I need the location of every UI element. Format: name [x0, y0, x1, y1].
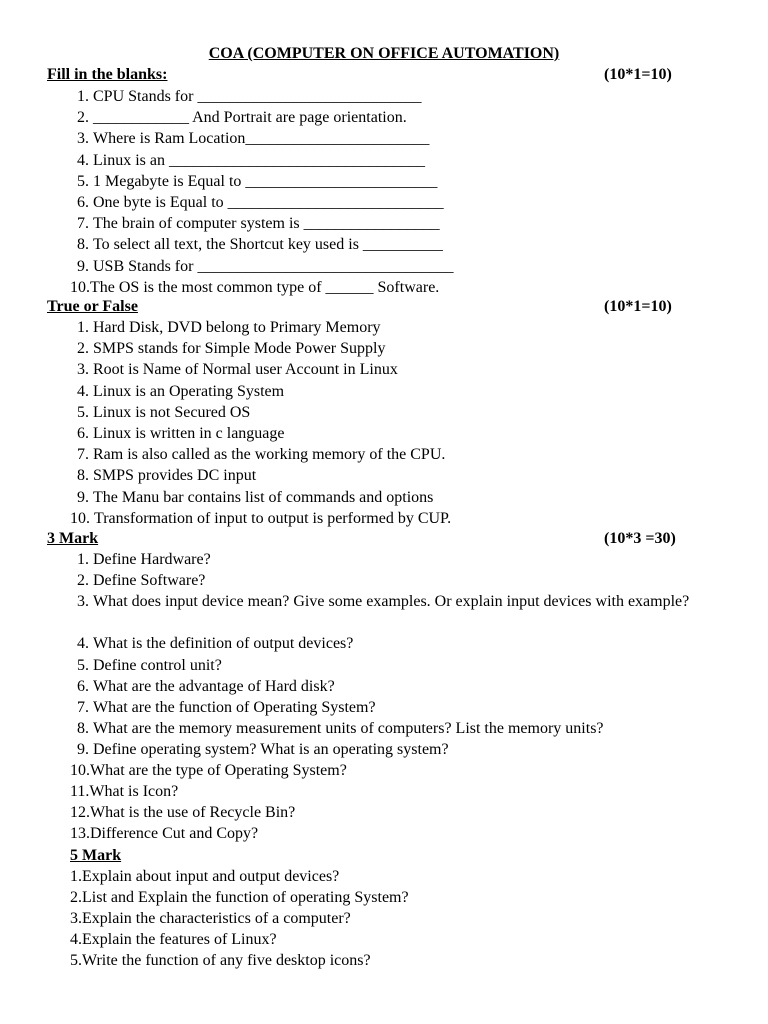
section-fill-blanks-marks: (10*1=10)	[604, 66, 672, 83]
true-false-item-number: 2.	[77, 340, 89, 358]
three-mark-item-number: 3.	[77, 593, 89, 611]
section-5-mark-title: 5 Mark	[70, 847, 122, 864]
fill-blank-item-text: The OS is the most common type of ______ Software.	[90, 278, 440, 296]
three-mark-item-text: What does input device mean? Give some examples. Or explain input devices with example?	[93, 593, 690, 611]
true-false-item-number: 7.	[77, 446, 89, 464]
three-mark-item-number: 9.	[77, 740, 89, 758]
five-mark-item: 2.List and Explain the function of operating System?	[70, 889, 409, 907]
three-mark-item-text: What are the function of Operating System?	[93, 698, 376, 716]
section-true-false-marks: (10*1=10)	[604, 298, 672, 315]
three-mark-item-text: What is the use of Recycle Bin?	[90, 804, 296, 822]
three-mark-item-number: 6.	[77, 677, 89, 695]
five-mark-item: 4.Explain the features of Linux?	[70, 931, 277, 949]
true-false-item-number: 6.	[77, 425, 89, 442]
true-false-item-number: 9.	[77, 488, 89, 506]
section-fill-blanks-title: Fill in the blanks:	[47, 66, 168, 83]
fill-blank-item-text: The brain of computer system is _________________	[93, 215, 440, 233]
three-mark-item-text: Define Software?	[93, 572, 206, 590]
fill-blank-item-text: CPU Stands for ____________________________	[93, 88, 422, 105]
section-3-mark-title: 3 Mark	[47, 530, 99, 547]
fill-blank-item-number: 9.	[77, 257, 89, 275]
true-false-item-text: Linux is not Secured OS	[93, 403, 251, 421]
true-false-item-text: SMPS stands for Simple Mode Power Supply	[93, 340, 386, 358]
true-false-item-text: Linux is an Operating System	[93, 382, 285, 400]
true-false-item-text: Ram is also called as the working memory of the CPU.	[93, 446, 446, 464]
three-mark-item-text: Define control unit?	[93, 656, 222, 674]
five-mark-item: 5.Write the function of any five desktop icons?	[70, 952, 371, 970]
five-mark-item: 1.Explain about input and output devices?	[70, 868, 340, 885]
section-fill-blanks-header	[47, 64, 687, 85]
fill-blank-item-number: 2.	[77, 109, 89, 127]
three-mark-item-number: 8.	[77, 719, 89, 737]
fill-blank-item-text: Where is Ram Location_______________________	[93, 130, 430, 148]
true-false-item-number: 1.	[77, 319, 89, 336]
paper-title: COA (COMPUTER ON OFFICE AUTOMATION)	[208, 45, 560, 62]
three-mark-item-text: Define Hardware?	[93, 551, 211, 568]
true-false-item-text: SMPS provides DC input	[93, 467, 257, 485]
fill-blank-item-text: Linux is an ________________________________	[93, 151, 425, 169]
fill-blank-item-text: 1 Megabyte is Equal to ________________________	[93, 172, 438, 190]
true-false-item-text: The Manu bar contains list of commands and options	[93, 488, 434, 506]
three-mark-item-text: What are the type of Operating System?	[90, 762, 347, 779]
three-mark-item-number: 1.	[77, 551, 89, 568]
three-mark-item-number: 2.	[77, 572, 89, 590]
three-mark-item-number: 5.	[77, 656, 89, 674]
fill-blank-item-number: 10.	[70, 278, 90, 296]
three-mark-item-number: 4.	[77, 635, 89, 653]
fill-blank-item-number: 1.	[77, 88, 89, 105]
three-mark-item-number: 13.	[70, 825, 90, 843]
fill-blank-item-number: 3.	[77, 130, 89, 148]
three-mark-item-number: 12.	[70, 804, 90, 822]
three-mark-item-number: 10.	[70, 762, 90, 779]
true-false-item-text: Transformation of input to output is performed by CUP.	[94, 509, 452, 527]
fill-blank-item-text: ____________ And Portrait are page orientation.	[93, 109, 407, 127]
true-false-item-number: 10.	[70, 509, 90, 527]
section-true-false-header	[47, 296, 687, 317]
true-false-item-text: Root is Name of Normal user Account in Linux	[93, 361, 398, 379]
three-mark-item-text: What are the advantage of Hard disk?	[93, 677, 335, 695]
true-false-item-number: 8.	[77, 467, 89, 485]
fill-blank-item-number: 6.	[77, 194, 89, 211]
fill-blank-item-text: To select all text, the Shortcut key used is __________	[93, 236, 443, 254]
three-mark-item-text: Define operating system? What is an operating system?	[93, 740, 449, 758]
three-mark-item-number: 11.	[70, 783, 90, 801]
true-false-item-number: 5.	[77, 403, 89, 421]
fill-blank-item-text: One byte is Equal to ___________________________	[93, 194, 444, 211]
fill-blank-item-number: 4.	[77, 151, 89, 169]
true-false-item-number: 4.	[77, 382, 89, 400]
true-false-item-text: Hard Disk, DVD belong to Primary Memory	[93, 319, 381, 336]
fill-blank-item-text: USB Stands for ________________________________	[93, 257, 454, 275]
five-mark-item: 3.Explain the characteristics of a computer?	[70, 910, 351, 928]
section-true-false-title: True or False	[47, 298, 138, 315]
section-3-mark-header	[47, 528, 687, 549]
fill-blank-item-number: 8.	[77, 236, 89, 254]
three-mark-item-text: What is the definition of output devices?	[93, 635, 354, 653]
three-mark-item-text: What is Icon?	[89, 783, 179, 801]
three-mark-item-text: What are the memory measurement units of computers? List the memory units?	[93, 719, 604, 737]
true-false-item-number: 3.	[77, 361, 89, 379]
fill-blank-item-number: 5.	[77, 172, 89, 190]
three-mark-item-text: Difference Cut and Copy?	[90, 825, 259, 843]
fill-blank-item-number: 7.	[77, 215, 89, 233]
true-false-item-text: Linux is written in c language	[93, 425, 285, 442]
three-mark-item-number: 7.	[77, 698, 89, 716]
section-3-mark-marks: (10*3 =30)	[604, 530, 676, 547]
